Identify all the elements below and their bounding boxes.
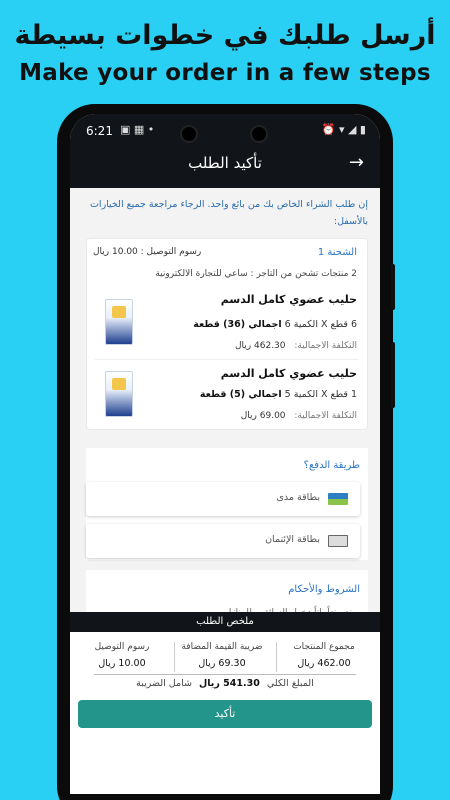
phone-volume-button xyxy=(391,342,395,408)
summary-separator xyxy=(276,642,277,672)
summary-products xyxy=(276,642,372,669)
phone-screen xyxy=(70,114,380,794)
status-time: 6:21 xyxy=(86,124,113,138)
shipment-fee: رسوم التوصيل : 10.00 ريال xyxy=(93,247,202,257)
mada-card-icon xyxy=(328,493,348,505)
payment-title: طريقة الدفع؟ xyxy=(303,460,360,471)
summary-divider xyxy=(94,674,356,675)
status-system-icons: ⏰ ▾ ◢ ▮ xyxy=(321,123,366,136)
summary-products-value: 462.00 ريال xyxy=(297,658,351,669)
credit-card-icon xyxy=(328,535,348,547)
camera-right xyxy=(250,125,268,143)
payment-option-label: بطاقة مدى xyxy=(276,492,320,503)
product-name: حليب عضوي كامل الدسم xyxy=(220,367,357,380)
product-total: التكلفة الاجمالية: 462.30 ريال xyxy=(235,341,357,351)
summary-delivery-label: رسوم التوصيل xyxy=(94,642,150,652)
summary-vat-value: 69.30 ريال xyxy=(198,658,246,669)
product-divider xyxy=(95,359,359,360)
order-summary xyxy=(70,612,380,794)
terms-title: الشروط والأحكام xyxy=(288,584,360,595)
summary-title: ملخص الطلب xyxy=(70,612,380,632)
shipment-description: 2 منتجات تشحن من التاجر : ساعي للتجارة الالكترونية xyxy=(155,269,357,279)
promo-headline-arabic: أرسل طلبك في خطوات بسيطة xyxy=(14,20,436,51)
product-image xyxy=(105,371,133,417)
summary-products-label: مجموع المنتجات xyxy=(293,642,355,652)
summary-vat-label: ضريبة القيمة المضافة xyxy=(181,642,263,652)
camera-left xyxy=(180,125,198,143)
product-image xyxy=(105,299,133,345)
product-name: حليب عضوي كامل الدسم xyxy=(220,293,357,306)
shipment-title: الشحنة 1 xyxy=(317,247,357,258)
shipment-card xyxy=(86,238,368,430)
summary-vat xyxy=(174,642,270,669)
order-notice: إن طلب الشراء الخاص بك من بائع واحد. الرجاء مراجعة جميع الخيارات بالأسفل: xyxy=(89,199,368,227)
payment-option-credit[interactable] xyxy=(86,524,360,558)
product-quantity: 6 قطع X الكمية 6 اجمالي (36) قطعة xyxy=(193,319,357,330)
summary-separator xyxy=(174,642,175,672)
page-title: تأكيد الطلب xyxy=(188,154,262,172)
summary-grand-total: المبلغ الكلي 541.30 ريال شامل الضريبة xyxy=(136,678,314,689)
product-quantity: 1 قطع X الكمية 5 اجمالي (5) قطعة xyxy=(199,389,357,400)
arrow-right-icon[interactable]: → xyxy=(348,152,364,173)
product-total: التكلفة الاجمالية: 69.00 ريال xyxy=(240,411,357,421)
status-notification-icons: ▣ ▦ • xyxy=(120,123,155,136)
summary-delivery-value: 10.00 ريال xyxy=(98,658,146,669)
payment-option-label: بطاقة الإئتمان xyxy=(265,534,320,545)
phone-power-button xyxy=(391,264,395,310)
app-header xyxy=(70,114,380,188)
promo-headline-english: Make your order in a few steps xyxy=(19,60,431,86)
summary-delivery xyxy=(74,642,170,669)
payment-option-mada[interactable] xyxy=(86,482,360,516)
confirm-button[interactable]: تأكيد xyxy=(78,700,372,728)
payment-section xyxy=(86,448,368,560)
